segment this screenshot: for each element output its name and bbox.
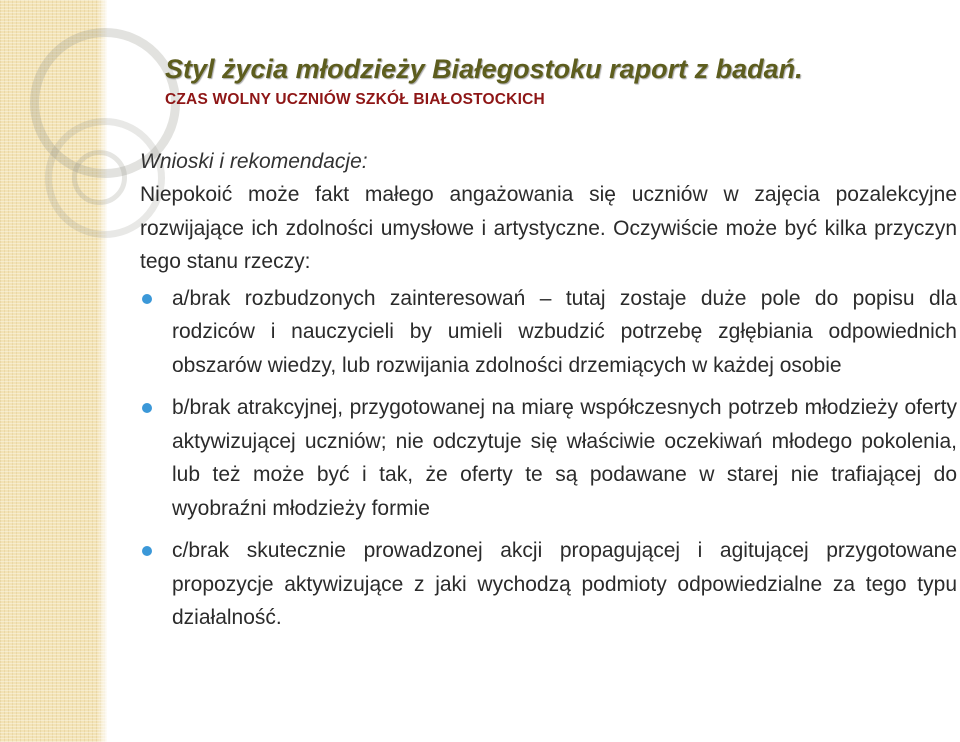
list-item bbox=[140, 534, 957, 635]
slide-subtitle: CZAS WOLNY UCZNIÓW SZKÓŁ BIAŁOSTOCKICH bbox=[165, 91, 545, 108]
intro-paragraph: Niepokoić może fakt małego angażowania się uczniów w zajęcia pozalekcyjne rozwijające ich zdolności umysłowe i artystyczne. Oczywiście może być kilka przyczyn tego stanu rzeczy: bbox=[140, 183, 957, 273]
list-item-text: c/brak skutecznie prowadzonej akcji propagującej i agitującej przygotowane propozycje aktywizujące z jaki wychodzą podmioty odpowiedzialne za tego typu działalność. bbox=[172, 539, 957, 629]
bullet-dot-icon bbox=[142, 546, 152, 556]
list-item-text: b/brak atrakcyjnej, przygotowanej na miarę współczesnych potrzeb młodzieży oferty aktywizującej uczniów; nie odczytuje się właściwie oczekiwań młodego pokolenia, lub też może być i tak, że oferty te są podawane w starej nie trafiającej do wyobraźni młodzieży formie bbox=[172, 396, 957, 520]
list-item bbox=[140, 282, 957, 383]
list-item bbox=[140, 391, 957, 525]
bullet-dot-icon bbox=[142, 294, 152, 304]
slide-title: Styl życia młodzieży Białegostoku raport z badań. bbox=[165, 54, 803, 84]
section-heading: Wnioski i rekomendacje: bbox=[140, 150, 368, 173]
bullet-dot-icon bbox=[142, 403, 152, 413]
slide-content bbox=[140, 145, 957, 644]
bullet-list bbox=[140, 282, 957, 635]
list-item-text: a/brak rozbudzonych zainteresowań – tutaj zostaje duże pole do popisu dla rodziców i nauczycieli by umieli wzbudzić potrzebę zgłębiania odpowiednich obszarów wiedzy, lub rozwijania zdolności drzemiących w każdej osobie bbox=[172, 286, 957, 377]
decorative-ring bbox=[72, 150, 127, 205]
